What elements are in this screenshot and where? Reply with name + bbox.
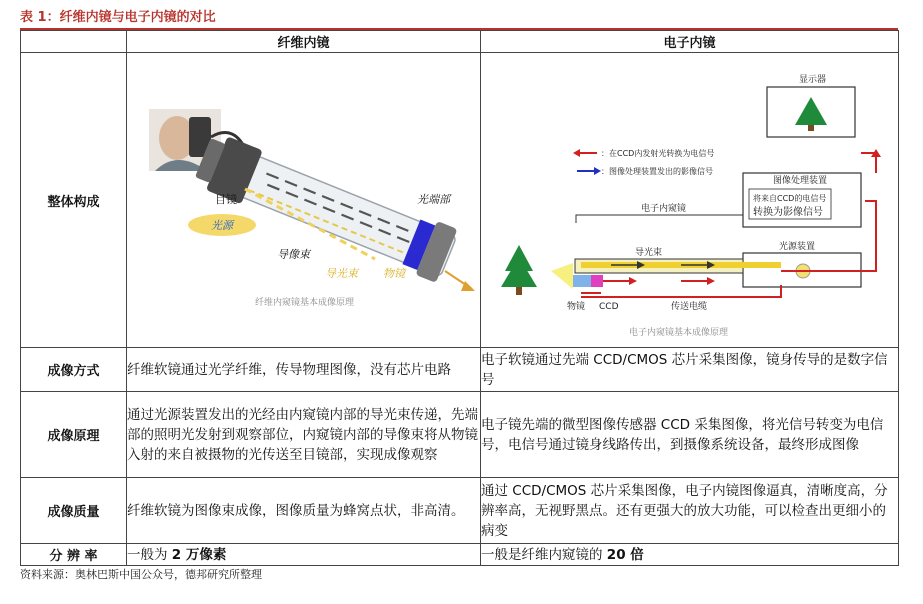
table-row <box>21 348 899 392</box>
fiber-caption: 纤维内窥镜基本成像原理 <box>255 298 355 308</box>
row-label: 成像方式 <box>21 348 127 392</box>
row-label: 成像质量 <box>21 478 127 544</box>
electronic-endoscope-diagram <box>481 53 899 343</box>
fiber-endoscope-diagram <box>127 53 481 343</box>
tip-label: 光端部 <box>417 193 450 206</box>
electronic-diagram-cell <box>481 53 899 348</box>
processor-label: 图像处理装置 <box>773 176 828 186</box>
header-fiber: 纤维内镜 <box>127 31 481 53</box>
source-note: 资料来源：奥林巴斯中国公众号，德邦研究所整理 <box>20 568 262 581</box>
light-source-label: 光源 <box>211 219 233 232</box>
table-row <box>21 392 899 478</box>
resolution-value: 2 万像素 <box>171 546 227 563</box>
light-bundle-label: 导光束 <box>325 267 358 280</box>
row-label: 分 辨 率 <box>21 544 127 566</box>
fiber-cell: 纤维软镜为图像束成像，图像质量为蜂窝点状，非高清。 <box>127 478 481 544</box>
resolution-prefix: 一般为 <box>127 546 172 563</box>
table-row <box>21 53 899 348</box>
header-blank <box>21 31 127 53</box>
resolution-value: 20 倍 <box>606 546 644 563</box>
header-electronic: 电子内镜 <box>481 31 899 53</box>
legend-red: ：在CCD内发射光转换为电信号 <box>601 149 715 158</box>
cable-label: 传送电缆 <box>671 302 708 312</box>
electronic-caption: 电子内窥镜基本成像原理 <box>629 328 729 338</box>
light-guide-label: 导光束 <box>635 248 663 258</box>
comparison-table <box>20 30 899 566</box>
fiber-cell <box>127 544 481 566</box>
processor-text-1: 将来自CCD的电信号 <box>753 194 827 203</box>
electronic-cell: 通过 CCD/CMOS 芯片采集图像，电子内镜图像逼真，清晰度高，分辨率高，无视野黑点。还有更强大的放大功能，可以检查出更细小的病变 <box>481 478 899 544</box>
table-row <box>21 478 899 544</box>
image-bundle-label: 导像束 <box>277 248 310 261</box>
object-lens-label: 物镜 <box>567 302 586 312</box>
fiber-tube <box>192 131 459 284</box>
object-lens-label: 物镜 <box>383 267 405 280</box>
legend-blue: ：图像处理装置发出的影像信号 <box>601 167 713 176</box>
fiber-cell: 纤维软镜通过光学纤维，传导物理图像，没有芯片电路 <box>127 348 481 392</box>
eyepiece-label: 目镜 <box>215 193 237 206</box>
electronic-cell: 电子镜先端的微型图像传感器 CCD 采集图像，将光信号转变为电信号，电信号通过镜身线路传出，到摄像系统设备，最终形成图像 <box>481 392 899 478</box>
electronic-cell: 电子软镜通过先端 CCD/CMOS 芯片采集图像，镜身传导的是数字信号 <box>481 348 899 392</box>
ccd-label: CCD <box>599 302 619 312</box>
table-title: 表 1：纤维内镜与电子内镜的对比 <box>20 10 216 25</box>
row-label: 整体构成 <box>21 53 127 348</box>
table-row <box>21 544 899 566</box>
row-label: 成像原理 <box>21 392 127 478</box>
fiber-cell: 通过光源装置发出的光经由内窥镜内部的导光束传递，先端部的照明光发射到观察部位，内窥镜内部的导像束将从物镜入射的来自被摄物的光传送至目镜部，实现成像观察 <box>127 392 481 478</box>
light-unit-label: 光源装置 <box>779 242 816 252</box>
fiber-diagram-cell <box>127 53 481 348</box>
resolution-prefix: 一般是纤维内窥镜的 <box>481 546 607 563</box>
processor-text-2: 转换为影像信号 <box>753 207 823 218</box>
scope-label: 电子内窥镜 <box>641 204 687 214</box>
electronic-cell <box>481 544 899 566</box>
display-label: 显示器 <box>799 75 827 85</box>
header-row <box>21 31 899 53</box>
